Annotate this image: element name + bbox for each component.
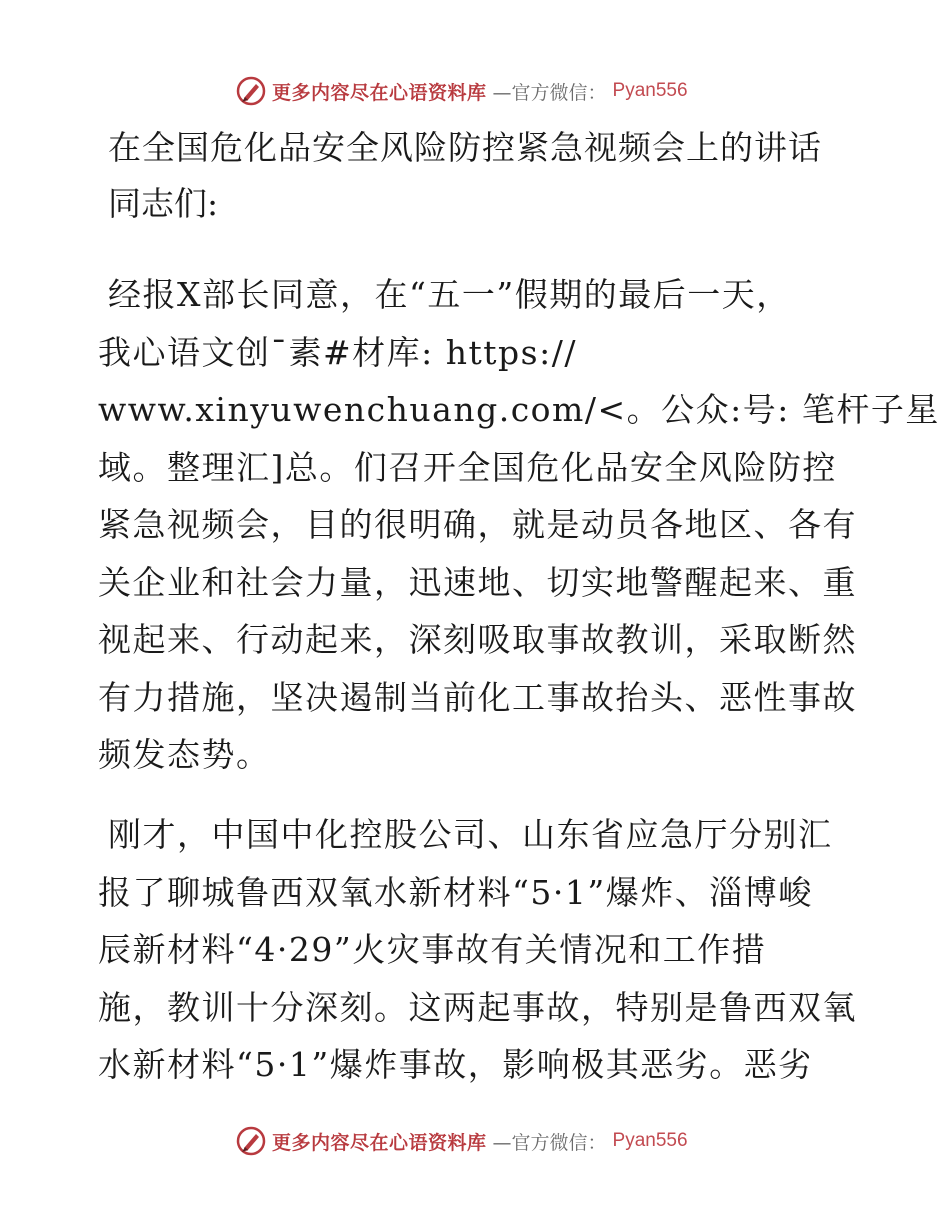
- paragraph-line: 施，教训十分深刻。这两起事故，特别是鲁西双氧: [98, 987, 857, 1027]
- watermark-id: Pyan556: [612, 80, 688, 101]
- paragraph-1: [98, 266, 940, 784]
- pen-logo-icon: [236, 76, 266, 106]
- paragraph-line: 视起来、行动起来，深刻吸取事故教训，采取断然: [98, 620, 857, 659]
- paragraph-line: 水新材料“5·1”爆炸事故，影响极其恶劣。恶劣: [98, 1045, 813, 1084]
- watermark-id: Pyan556: [612, 1130, 688, 1151]
- paragraph-line: 域。整理汇]总。们召开全国危化品安全风险防控: [98, 447, 837, 487]
- header-watermark: [236, 74, 688, 108]
- watermark-text: 更多内容尽在心语资料库: [272, 81, 487, 104]
- paragraph-line: 刚才，中国中化控股公司、山东省应急厅分别汇: [108, 815, 833, 854]
- paragraph-line: 辰新材料“4·29”火灾事故有关情况和工作措: [98, 930, 767, 969]
- paragraph-line: www.xinyuwenchuang.com/<。公众:号: 笔杆子星: [98, 390, 940, 429]
- paragraph-line: 关企业和社会力量，迅速地、切实地警醒起来、重: [98, 562, 857, 602]
- paragraph-line: 有力措施，坚决遏制当前化工事故抬头、恶性事故: [98, 677, 857, 717]
- watermark-text: 更多内容尽在心语资料库: [272, 1131, 487, 1154]
- footer-watermark: [236, 1124, 688, 1158]
- salutation: 同志们:: [108, 184, 219, 223]
- paragraph-2: [98, 806, 858, 1094]
- page-title: 在全国危化品安全风险防控紧急视频会上的讲话: [108, 128, 822, 167]
- paragraph-line: 频发态势。: [98, 735, 271, 774]
- watermark-separator: —官方微信：: [492, 1131, 607, 1154]
- paragraph-line: 我心语文创¯素#材库: https://: [98, 332, 577, 372]
- paragraph-line: 报了聊城鲁西双氧水新材料“5·1”爆炸、淄博峻: [98, 872, 813, 912]
- pen-logo-icon: [236, 1126, 266, 1156]
- paragraph-line: 紧急视频会，目的很明确，就是动员各地区、各有: [98, 505, 857, 544]
- paragraph-line: 经报X部长同意，在“五一”假期的最后一天，: [108, 275, 791, 314]
- watermark-separator: —官方微信：: [492, 81, 607, 104]
